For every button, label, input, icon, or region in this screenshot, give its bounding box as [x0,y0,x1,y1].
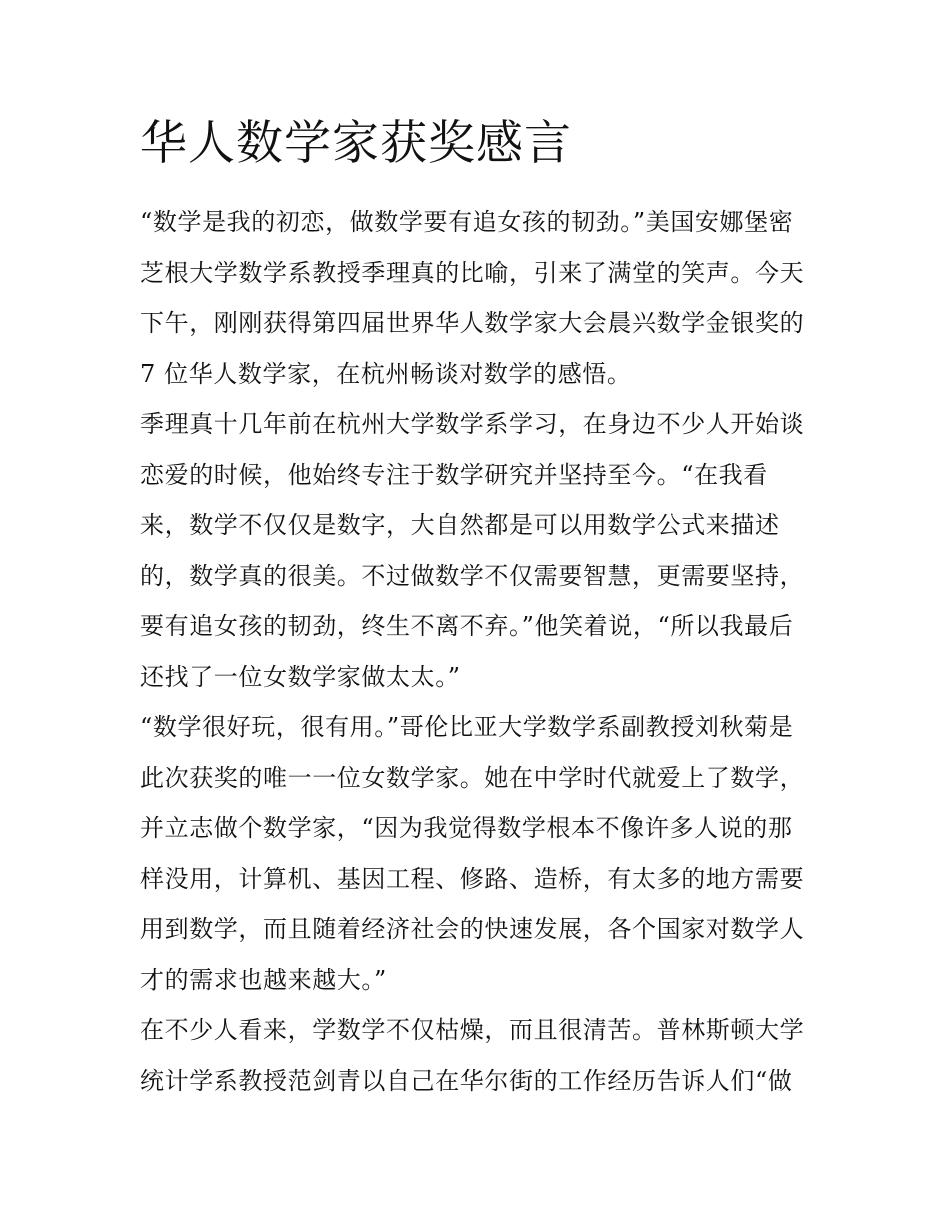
text-line: 恋爱的时候，他始终专注于数学研究并坚持至今。“在我看 [140,460,768,489]
text-line: 才的需求也越来越大。” [140,965,387,994]
text-line: 样没用，计算机、基因工程、修路、造桥，有太多的地方需要 [140,864,805,893]
text-line: 下午，刚刚获得第四届世界华人数学家大会晨兴数学金银奖的 [140,309,805,337]
text-line: 并立志做个数学家，“因为我觉得数学根本不像许多人说的那 [140,814,793,842]
text-line: “数学很好玩，很有用。”哥伦比亚大学数学系副教授刘秋菊是 [140,713,794,741]
text-line: 来，数学不仅仅是数字，大自然都是可以用数学公式来描述 [140,511,780,539]
text-line: 此次获奖的唯一一位女数学家。她在中学时代就爱上了数学， [140,763,805,792]
document-body [140,197,816,1106]
text-line: 季理真十几年前在杭州大学数学系学习，在身边不少人开始谈 [140,410,805,438]
text-line: 统计学系教授范剑青以自己在华尔街的工作经历告诉人们“做 [140,1066,793,1095]
text-line: “数学是我的初恋，做数学要有追女孩的韧劲。”美国安娜堡密 [140,208,794,236]
text-line: 的，数学真的很美。不过做数学不仅需要智慧，更需要坚持， [140,561,805,590]
text-line: 用到数学，而且随着经济社会的快速发展，各个国家对数学人 [140,915,805,943]
text-line: 7 位华人数学家，在杭州畅谈对数学的感悟。 [140,359,632,388]
text-line: 要有追女孩的韧劲，终生不离不弃。”他笑着说，“所以我最后 [140,612,794,640]
text-line: 还找了一位女数学家做太太。” [140,662,461,691]
text-line: 在不少人看来，学数学不仅枯燥，而且很清苦。普林斯顿大学 [140,1016,805,1044]
document-title: 华人数学家获奖感言 [140,116,572,171]
text-line: 芝根大学数学系教授季理真的比喻，引来了满堂的笑声。今天 [140,258,805,287]
